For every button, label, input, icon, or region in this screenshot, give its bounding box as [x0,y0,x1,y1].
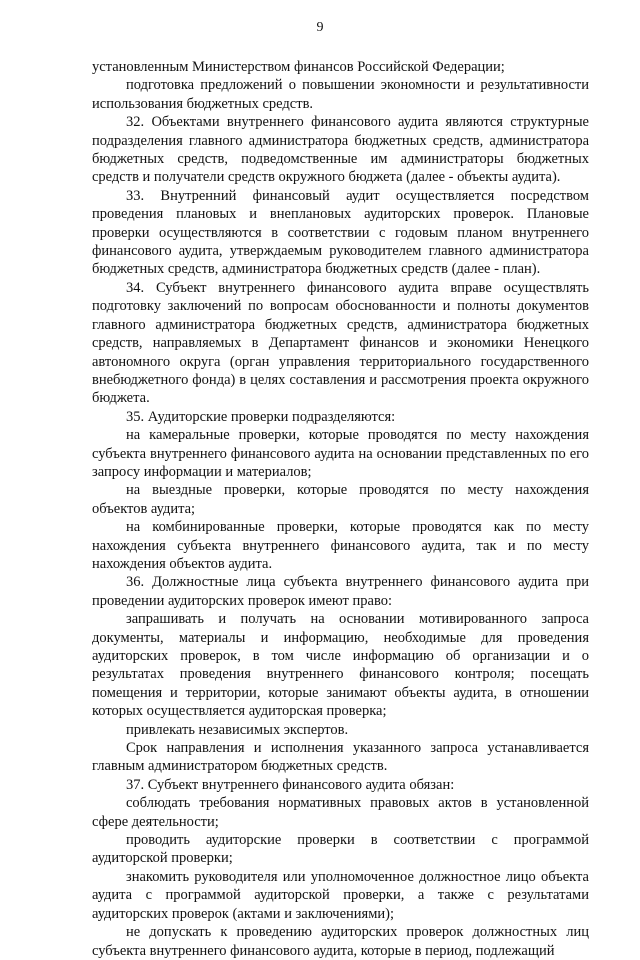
paragraph: проводить аудиторские проверки в соответствии с программой аудиторской проверки; [92,832,589,867]
paragraph: установленным Министерством финансов Российской Федерации; [92,59,505,75]
paragraph: подготовка предложений о повышении экономности и результативности использования бюджетных средств. [92,77,589,112]
paragraph-clause-35: 35. Аудиторские проверки подразделяются: [126,408,396,425]
paragraph-clause-36: 36. Должностные лица субъекта внутреннего финансового аудита при проведении аудиторских проверок имеют право: [92,574,589,609]
paragraph: Срок направления и исполнения указанного запроса устанавливается главным администратором бюджетных средств. [92,740,589,775]
paragraph-clause-32: 32. Объектами внутреннего финансового аудита являются структурные подразделения главного администратора бюджетных средств, администратора бюджетных средств, подведомственные им администраторы бюджетных средств и получатели средств окружного бюджета (далее - объекты аудита). [92,114,589,186]
paragraph: запрашивать и получать на основании мотивированного запроса документы, материалы и информацию, необходимые для проведения аудиторских проверок, в том числе информацию об организации и о результатах проведения внутреннего финансового контроля; посещать помещения и территории, которые занимают объекты аудита, в отношении которых осуществляется аудиторская проверка; [92,611,589,720]
paragraph: на камеральные проверки, которые проводятся по месту нахождения субъекта внутреннего финансового аудита на основании представленных по его запросу информации и материалов; [92,427,589,480]
document-body [92,58,589,960]
paragraph: на выездные проверки, которые проводятся по месту нахождения объектов аудита; [92,482,589,517]
paragraph-clause-34: 34. Субъект внутреннего финансового аудита вправе осуществлять подготовку заключений по вопросам обоснованности и полноты документов главного администратора бюджетных средств, администратора бюджетных средств, направляемых в Департамент финансов и экономики Ненецкого автономного округа (орган управления территориального государственного внебюджетного фонда) в целях составления и рассмотрения проекта окружного бюджета. [92,279,589,407]
paragraph: соблюдать требования нормативных правовых актов в установленной сфере деятельности; [92,795,589,830]
paragraph: привлекать независимых экспертов. [126,721,349,738]
paragraph: не допускать к проведению аудиторских проверок должностных лиц субъекта внутреннего финансового аудита, которые в период, подлежащий [92,924,589,959]
paragraph-clause-33: 33. Внутренний финансовый аудит осуществляется посредством проведения плановых и внеплановых аудиторских проверок. Плановые проверки осуществляются в соответствии с годовым планом внутреннего финансового аудита, утверждаемым руководителем главного администратора бюджетных средств, администратора бюджетных средств (далее - план). [92,187,589,278]
page-number: 9 [316,20,324,35]
paragraph: знакомить руководителя или уполномоченное должностное лицо объекта аудита с программой аудиторской проверки, а также с результатами аудиторских проверок (актами и заключениями); [92,868,589,922]
paragraph-clause-37: 37. Субъект внутреннего финансового аудита обязан: [126,776,455,793]
paragraph: на комбинированные проверки, которые проводятся как по месту нахождения субъекта внутреннего финансового аудита, так и по месту нахождения объектов аудита. [92,519,589,572]
